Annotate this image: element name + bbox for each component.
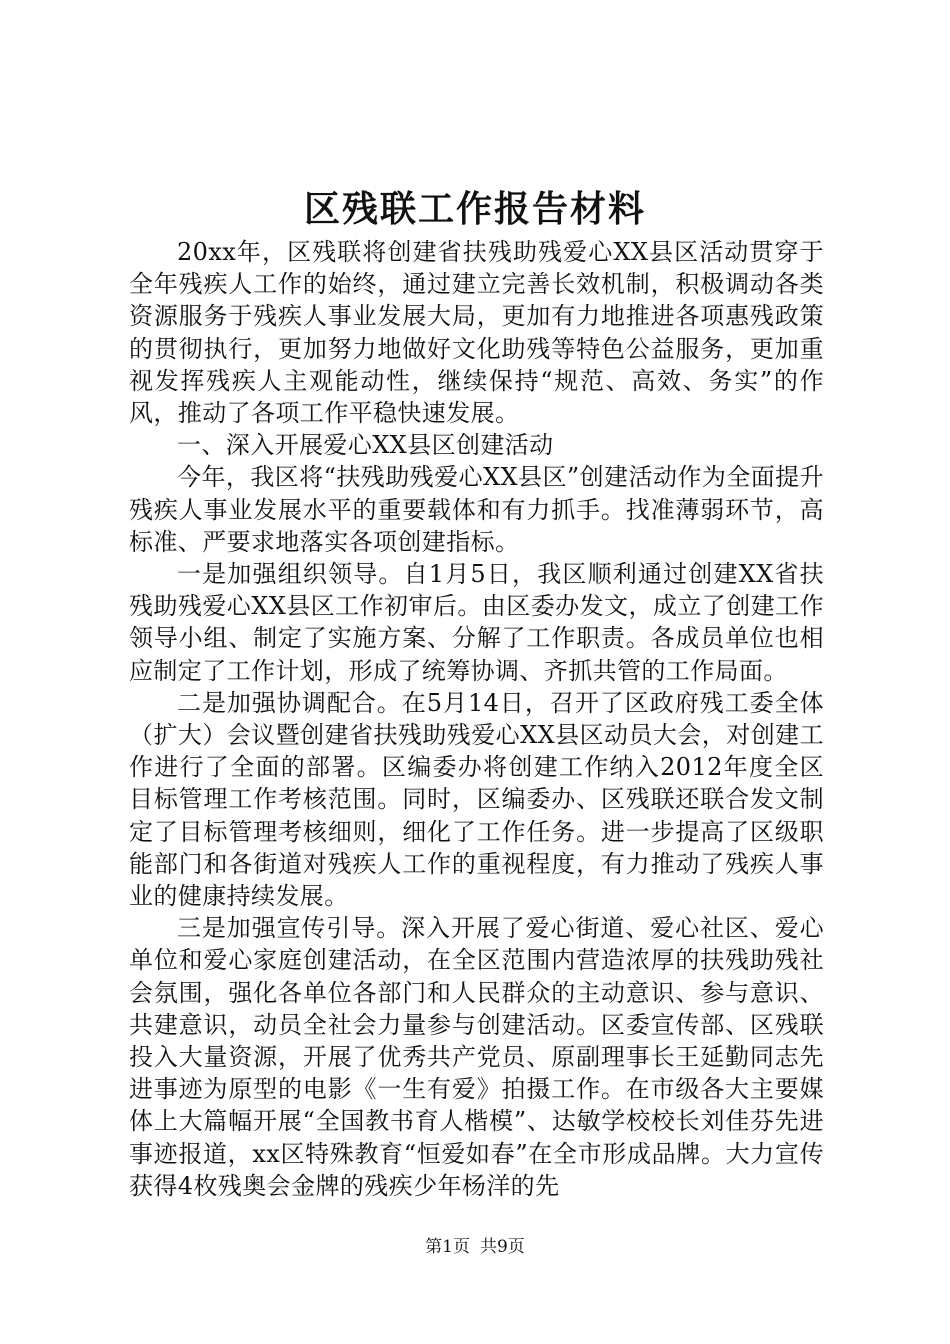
- document-body: [129, 236, 824, 1202]
- page-footer: [0, 1236, 950, 1258]
- paragraph-publicity: 三是加强宣传引导。深入开展了爱心街道、爱心社区、爱心单位和爱心家庭创建活动，在全区范围内营造浓厚的扶残助残社会氛围，强化各单位各部门和人民群众的主动意识、参与意识、共建意识，动员全社会力量参与创建活动。区委宣传部、区残联投入大量资源，开展了优秀共产党员、原副理事长王延勤同志先进事迹为原型的电影《一生有爱》拍摄工作。在市级各大主要媒体上大篇幅开展“全国教书育人楷模”、达敏学校校长刘佳芬先进事迹报道，xx区特殊教育“恒爱如春”在全市形成品牌。大力宣传获得4枚残奥会金牌的残疾少年杨洋的先: [129, 914, 824, 1200]
- page-number: 第1页: [425, 1237, 470, 1257]
- paragraph-organization: 一是加强组织领导。自1月5日，我区顺利通过创建XX省扶残助残爱心XX县区工作初审后。由区委办发文，成立了创建工作领导小组、制定了实施方案、分解了工作职责。各成员单位也相应制定了工作计划，形成了统筹协调、齐抓共管的工作局面。: [129, 560, 824, 685]
- section-heading: 一、深入开展爱心XX县区创建活动: [177, 431, 554, 460]
- paragraph-intro: 20xx年，区残联将创建省扶残助残爱心XX县区活动贯穿于全年残疾人工作的始终，通过建立完善长效机制，积极调动各类资源服务于残疾人事业发展大局，更加有力地推进各项惠残政策的贯彻执行，更加努力地做好文化助残等特色公益服务，更加重视发挥残疾人主观能动性，继续保持“规范、高效、务实”的作风，推动了各项工作平稳快速发展。: [129, 238, 824, 428]
- paragraph-overview: 今年，我区将“扶残助残爱心XX县区”创建活动作为全面提升残疾人事业发展水平的重要载体和有力抓手。找准薄弱环节，高标准、严要求地落实各项创建指标。: [129, 463, 824, 556]
- paragraph-coordination: 二是加强协调配合。在5月14日，召开了区政府残工委全体（扩大）会议暨创建省扶残助残爱心XX县区动员大会，对创建工作进行了全面的部署。区编委办将创建工作纳入2012年度全区目标管理工作考核范围。同时，区编委办、区残联还联合发文制定了目标管理考核细则，细化了工作任务。进一步提高了区级职能部门和各街道对残疾人工作的重视程度，有力推动了残疾人事业的健康持续发展。: [129, 688, 824, 911]
- document-title: 区残联工作报告材料: [303, 188, 646, 230]
- page-total: 共9页: [480, 1237, 525, 1257]
